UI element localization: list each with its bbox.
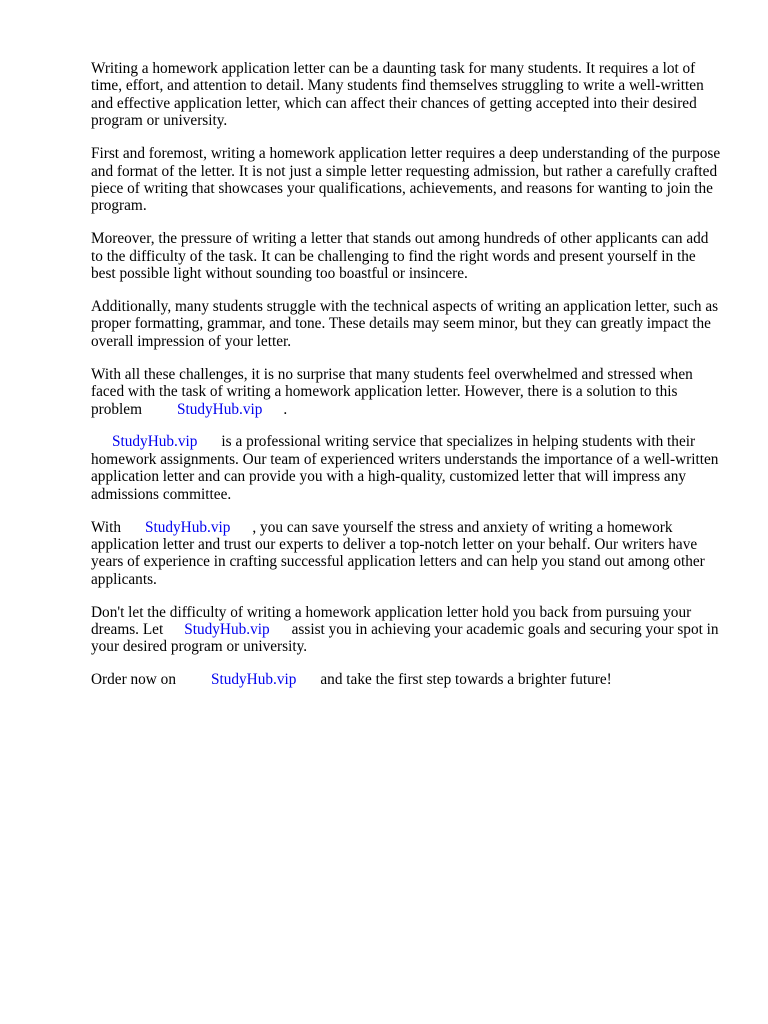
paragraph-technical: Additionally, many students struggle with the technical aspects of writing an application letter, such as proper formatting, grammar, and tone. These details may seem minor, but they can greatly impact the overall impression of your letter. bbox=[91, 297, 719, 350]
paragraph-purpose: First and foremost, writing a homework application letter requires a deep understanding of the purpose and format of the letter. It is not just a simple letter requesting admission, but rather a carefully crafted piece of writing that showcases your qualifications, achievements, and reasons for wanting to join the program. bbox=[91, 145, 721, 215]
studyhub-link[interactable]: StudyHub.vip bbox=[176, 400, 263, 418]
studyhub-link[interactable]: StudyHub.vip bbox=[210, 671, 297, 689]
paragraph-encouragement-text: assist you in achieving your academic goals and securing your spot in your desired program or university. bbox=[91, 621, 719, 656]
paragraph-call-to-action bbox=[91, 671, 721, 688]
document-body bbox=[91, 60, 721, 704]
paragraph-pressure: Moreover, the pressure of writing a letter that stands out among hundreds of other applicants can add to the difficulty of the task. It can be challenging to find the right words and present yourself in the best possible light without sounding too boastful or insincere. bbox=[91, 230, 709, 283]
studyhub-link[interactable]: StudyHub.vip bbox=[144, 518, 231, 536]
paragraph-solution-period: . bbox=[283, 400, 288, 418]
studyhub-link[interactable]: StudyHub.vip bbox=[184, 621, 270, 639]
paragraph-cta-lead: Order now on bbox=[91, 671, 176, 689]
paragraph-cta-text: and take the first step towards a brighter future! bbox=[320, 671, 612, 689]
studyhub-link[interactable]: StudyHub.vip bbox=[112, 433, 198, 451]
paragraph-encouragement-lead: Don't let the difficulty of writing a homework application letter hold you back from pursuing your dreams. Let bbox=[91, 603, 692, 639]
paragraph-encouragement bbox=[91, 604, 721, 656]
paragraph-solution bbox=[91, 366, 721, 418]
paragraph-benefits-lead: With bbox=[91, 518, 121, 536]
paragraph-service-text: is a professional writing service that specializes in helping students with their homework assignments. Our team of experienced writers understands the importance of a well-written application letter and can provide you with a high-quality, customized letter that will impress any admissions committee. bbox=[91, 433, 719, 503]
paragraph-intro: Writing a homework application letter can be a daunting task for many students. It requires a lot of time, effort, and attention to detail. Many students find themselves struggling to write a well-written and effective application letter, which can affect their chances of getting accepted into their desired program or university. bbox=[91, 60, 704, 130]
paragraph-solution-text: With all these challenges, it is no surprise that many students feel overwhelmed and stressed when faced with the task of writing a homework application letter. However, there is a solution to this problem bbox=[91, 365, 693, 418]
paragraph-benefits bbox=[91, 519, 721, 589]
paragraph-benefits-text: , you can save yourself the stress and anxiety of writing a homework application letter and trust our experts to deliver a top-notch letter on your behalf. Our writers have years of experience in crafting successful application letters and can help you stand out among other applicants. bbox=[91, 518, 705, 588]
paragraph-service bbox=[91, 433, 721, 503]
